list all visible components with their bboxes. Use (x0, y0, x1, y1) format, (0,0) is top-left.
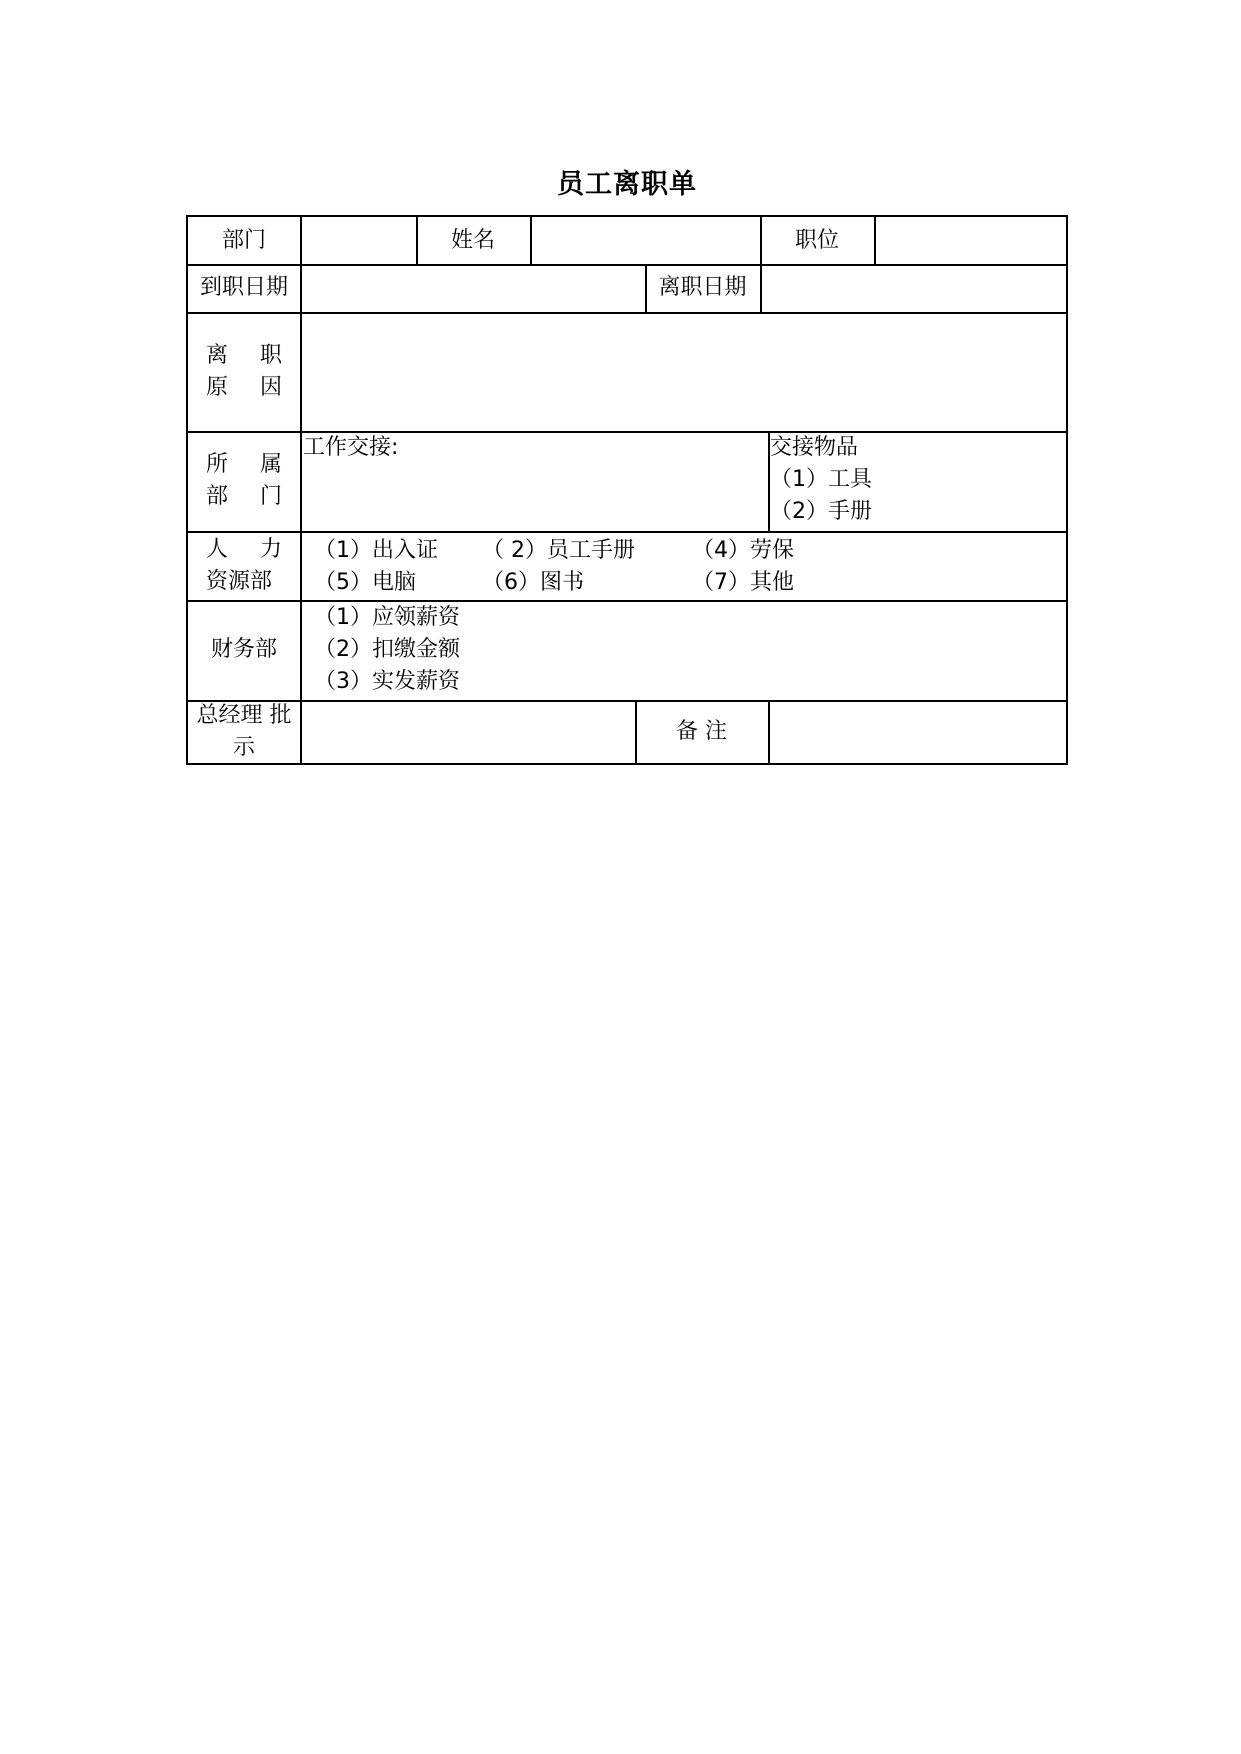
hr-item: （4）劳保 (692, 538, 794, 563)
remark-label: 备 注 (676, 718, 727, 744)
finance-label: 财务部 (210, 637, 277, 662)
work-handover-field[interactable] (303, 432, 768, 531)
label-char: 因 (259, 374, 282, 400)
label-char: 所 (206, 452, 229, 477)
label-char: 部 (206, 484, 229, 509)
own-department-label (206, 431, 282, 531)
work-handover-label: 工作交接: (303, 435, 399, 460)
leave-date-label: 离职日期 (658, 275, 747, 300)
label-char: 离 (206, 342, 229, 368)
join-date-field[interactable] (302, 264, 645, 312)
leave-reason-label (206, 312, 282, 431)
leave-date-field[interactable] (762, 264, 1066, 312)
handover-items-label: 交接物品 (770, 435, 859, 460)
label-char: 力 (259, 536, 282, 562)
hr-item: （6）图书 (482, 570, 584, 595)
label-char: 职 (259, 342, 282, 368)
hr-item: （ 2）员工手册 (482, 538, 635, 563)
label-text: 总经理 批 (196, 702, 292, 728)
handover-item: （2）手册 (770, 499, 872, 524)
label-char: 属 (259, 452, 282, 477)
handover-items-section (770, 432, 1066, 531)
name-label: 姓名 (450, 227, 495, 253)
label-char: 门 (259, 484, 282, 509)
label-char: 人 (206, 536, 229, 562)
gm-approval-field[interactable] (302, 702, 635, 763)
label-text: 资源部 (206, 568, 273, 594)
resignation-form-table (186, 215, 1068, 765)
finance-item: （1）应领薪资 (314, 605, 460, 630)
leave-reason-field[interactable] (302, 314, 1066, 431)
join-date-label: 到职日期 (199, 275, 288, 300)
position-field[interactable] (876, 217, 1066, 264)
hr-item: （5）电脑 (314, 570, 416, 595)
label-char: 原 (206, 374, 229, 400)
label-text: 示 (232, 734, 255, 760)
hr-item: （1）出入证 (314, 538, 438, 563)
hr-department-label (206, 531, 282, 600)
position-label: 职位 (794, 227, 839, 253)
department-field[interactable] (302, 217, 416, 264)
handover-item: （1）工具 (770, 467, 872, 492)
finance-item: （2）扣缴金额 (314, 637, 460, 662)
remark-field[interactable] (770, 702, 1066, 763)
department-label: 部门 (221, 227, 266, 253)
hr-checklist (302, 533, 1066, 600)
form-title: 员工离职单 (557, 169, 697, 200)
finance-checklist (314, 602, 1066, 700)
name-field[interactable] (532, 217, 760, 264)
hr-item: （7）其他 (692, 570, 794, 595)
finance-item: （3）实发薪资 (314, 669, 460, 694)
gm-approval-label (188, 700, 300, 763)
